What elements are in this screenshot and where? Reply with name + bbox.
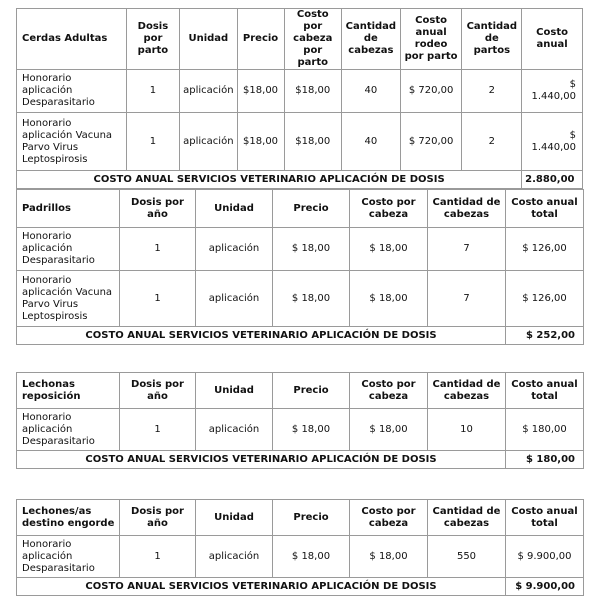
column-header: Costo anual — [522, 9, 583, 70]
table-header-row — [17, 190, 584, 228]
table-row — [17, 271, 584, 327]
table-cell: $ 18,00 — [273, 536, 350, 578]
column-header: Dosis por año — [120, 500, 196, 536]
total-label: COSTO ANUAL SERVICIOS VETERINARIO APLICACIÓN DE DOSIS — [17, 451, 506, 469]
column-header: Costo por cabeza — [350, 373, 428, 409]
table-row — [17, 409, 584, 451]
table-cell: $ 18,00 — [350, 228, 428, 271]
table-cell: Honorario aplicación Desparasitario — [17, 536, 120, 578]
table-cell: 7 — [428, 271, 506, 327]
lechonas-reposicion-table — [16, 372, 584, 469]
table-cell: Honorario aplicación Vacuna Parvo Virus Leptospirosis — [17, 113, 127, 171]
total-row — [17, 327, 584, 345]
table-cell: aplicación — [196, 228, 273, 271]
total-label: COSTO ANUAL SERVICIOS VETERINARIO APLICACIÓN DE DOSIS — [17, 327, 506, 345]
total-row — [17, 578, 584, 596]
column-header: Cantidad de cabezas — [428, 373, 506, 409]
total-row — [17, 451, 584, 469]
table-cell: 40 — [342, 113, 401, 171]
table-row — [17, 70, 583, 113]
table-cell: Honorario aplicación Desparasitario — [17, 228, 120, 271]
column-header: Unidad — [196, 190, 273, 228]
column-header: Unidad — [196, 500, 273, 536]
table-cell: $18,00 — [237, 70, 284, 113]
table-row — [17, 228, 584, 271]
table-cell: $ 1.440,00 — [522, 70, 583, 113]
column-header: Cantidad de partos — [462, 9, 522, 70]
total-value: $ 252,00 — [506, 327, 584, 345]
column-header: Costo anual total — [506, 500, 584, 536]
table-cell: 2 — [462, 113, 522, 171]
table-cell: $18,00 — [237, 113, 284, 171]
table-cell: aplicación — [180, 113, 238, 171]
column-header: Precio — [273, 500, 350, 536]
column-header: Cantidad de cabezas — [342, 9, 401, 70]
column-header: Costo por cabeza — [350, 500, 428, 536]
table-row — [17, 536, 584, 578]
table-cell: $ 9.900,00 — [506, 536, 584, 578]
column-header: Precio — [273, 373, 350, 409]
table-cell: 10 — [428, 409, 506, 451]
table-cell: 1 — [126, 113, 179, 171]
table-cell: aplicación — [180, 70, 238, 113]
total-value: 2.880,00 — [522, 171, 583, 189]
table-cell: $ 18,00 — [273, 228, 350, 271]
column-header: Unidad — [180, 9, 238, 70]
table-cell: 1 — [120, 409, 196, 451]
table-cell: Honorario aplicación Desparasitario — [17, 70, 127, 113]
table-cell: 40 — [342, 70, 401, 113]
table-cell: 1 — [120, 228, 196, 271]
table-cell: 1 — [126, 70, 179, 113]
column-header: Dosis por año — [120, 190, 196, 228]
column-header: Precio — [237, 9, 284, 70]
column-header: Costo anual rodeo por parto — [400, 9, 462, 70]
table-cell: aplicación — [196, 409, 273, 451]
column-header: Costo anual total — [506, 373, 584, 409]
table-header-row — [17, 9, 583, 70]
table-cell: $18,00 — [284, 113, 342, 171]
column-header: Dosis por año — [120, 373, 196, 409]
table-cell: $ 180,00 — [506, 409, 584, 451]
column-header: Padrillos — [17, 190, 120, 228]
cerdas-adultas-table — [16, 8, 583, 189]
table-cell: Honorario aplicación Vacuna Parvo Virus Leptospirosis — [17, 271, 120, 327]
table-cell: 1 — [120, 536, 196, 578]
total-label: COSTO ANUAL SERVICIOS VETERINARIO APLICACIÓN DE DOSIS — [17, 578, 506, 596]
column-header: Cantidad de cabezas — [428, 190, 506, 228]
column-header: Costo por cabeza — [350, 190, 428, 228]
table-header-row — [17, 373, 584, 409]
column-header: Lechonas reposición — [17, 373, 120, 409]
table-cell: $ 18,00 — [350, 271, 428, 327]
table-cell: $ 18,00 — [273, 409, 350, 451]
column-header: Dosis por parto — [126, 9, 179, 70]
table-cell: $ 18,00 — [350, 536, 428, 578]
table-cell: $ 720,00 — [400, 70, 462, 113]
table-cell: $ 126,00 — [506, 271, 584, 327]
padrillos-table — [16, 189, 584, 345]
lechones-engorde-table — [16, 499, 584, 596]
table-cell: $ 126,00 — [506, 228, 584, 271]
table-cell: aplicación — [196, 271, 273, 327]
table-cell: 1 — [120, 271, 196, 327]
column-header: Precio — [273, 190, 350, 228]
table-cell: 550 — [428, 536, 506, 578]
column-header: Cantidad de cabezas — [428, 500, 506, 536]
column-header: Costo por cabeza por parto — [284, 9, 342, 70]
total-label: COSTO ANUAL SERVICIOS VETERINARIO APLICACIÓN DE DOSIS — [17, 171, 522, 189]
table-cell: aplicación — [196, 536, 273, 578]
table-cell: $ 1.440,00 — [522, 113, 583, 171]
column-header: Costo anual total — [506, 190, 584, 228]
table-cell: 2 — [462, 70, 522, 113]
table-cell: $ 18,00 — [350, 409, 428, 451]
table-cell: Honorario aplicación Desparasitario — [17, 409, 120, 451]
total-value: $ 180,00 — [506, 451, 584, 469]
total-row — [17, 171, 583, 189]
column-header: Lechones/as destino engorde — [17, 500, 120, 536]
table-header-row — [17, 500, 584, 536]
table-cell: 7 — [428, 228, 506, 271]
table-cell: $18,00 — [284, 70, 342, 113]
column-header: Cerdas Adultas — [17, 9, 127, 70]
table-cell: $ 18,00 — [273, 271, 350, 327]
table-row — [17, 113, 583, 171]
table-cell: $ 720,00 — [400, 113, 462, 171]
column-header: Unidad — [196, 373, 273, 409]
total-value: $ 9.900,00 — [506, 578, 584, 596]
